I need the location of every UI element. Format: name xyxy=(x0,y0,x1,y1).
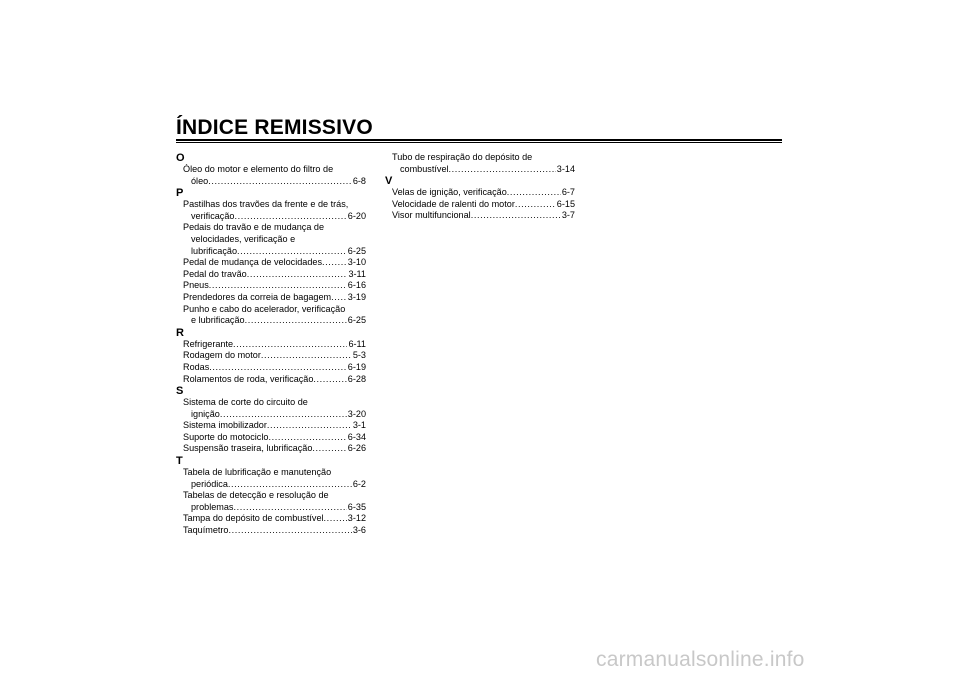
dot-leader xyxy=(245,315,347,327)
index-entry-line xyxy=(183,420,366,432)
page-reference: 6-7 xyxy=(561,187,575,198)
index-entry-text: Rodagem do motor xyxy=(183,350,261,361)
index-entry-line xyxy=(183,479,366,491)
page-reference: 3-10 xyxy=(347,257,366,268)
page-reference: 6-25 xyxy=(347,245,366,256)
dot-leader xyxy=(229,525,352,537)
dot-leader xyxy=(471,210,561,222)
index-entry-text: problemas xyxy=(191,501,234,512)
index-entry-line xyxy=(183,525,366,537)
index-entry-text: Prendedores da correia de bagagem xyxy=(183,291,332,302)
index-entry-line xyxy=(183,350,366,362)
index-entry xyxy=(183,269,366,281)
index-entry-text: Velas de ignição, verificação xyxy=(392,187,507,198)
index-entry-text: Sistema imobilizador xyxy=(183,420,267,431)
page-reference: 6-26 xyxy=(347,443,366,454)
page-reference: 3-20 xyxy=(347,408,366,419)
index-entry xyxy=(183,443,366,455)
dot-leader xyxy=(322,257,347,269)
index-entry-line xyxy=(183,339,366,351)
index-entry xyxy=(183,304,366,327)
index-entry xyxy=(183,374,366,386)
page-reference: 6-35 xyxy=(347,501,366,512)
index-entry xyxy=(392,210,575,222)
page-title: ÍNDICE REMISSIVO xyxy=(176,116,373,139)
dot-leader xyxy=(313,374,346,386)
index-letter: T xyxy=(176,455,183,468)
index-entry-text: Sistema de corte do circuito de xyxy=(183,397,308,408)
index-entry xyxy=(183,525,366,537)
index-entry-text: Rolamentos de roda, verificação xyxy=(183,373,314,384)
page-reference: 3-14 xyxy=(556,163,575,174)
index-entry-text: Tabelas de detecção e resolução de xyxy=(183,490,329,501)
index-entry-text: Pastilhas dos travões da frente e de trás, xyxy=(183,199,349,210)
index-entry-text: periódica xyxy=(191,478,228,489)
index-entry-text: verificação xyxy=(191,210,235,221)
dot-leader xyxy=(220,409,347,421)
page-reference: 6-28 xyxy=(347,373,366,384)
index-entry-line xyxy=(183,432,366,444)
index-entry-text: Pedal do travão xyxy=(183,268,247,279)
index-entry-line xyxy=(392,210,575,222)
index-entry-text: Pneus xyxy=(183,280,209,291)
index-entry-text: Pedal de mudança de velocidades xyxy=(183,257,323,268)
index-letter: P xyxy=(176,187,184,200)
index-letter: V xyxy=(385,175,393,188)
dot-leader xyxy=(228,479,352,491)
dot-leader xyxy=(209,362,347,374)
page-reference: 3-12 xyxy=(347,513,366,524)
dot-leader xyxy=(247,269,348,281)
watermark: carmanualsonline.info xyxy=(596,648,805,671)
index-entry-line xyxy=(183,374,366,386)
index-column-right xyxy=(385,152,575,222)
index-entry-text: ignição xyxy=(191,408,220,419)
index-entry xyxy=(183,164,366,187)
index-entry xyxy=(183,257,366,269)
index-entry-line xyxy=(183,443,366,455)
index-letter: R xyxy=(176,326,184,339)
index-entry-text: Suporte do motociclo xyxy=(183,431,269,442)
page-reference: 6-19 xyxy=(347,361,366,372)
index-entry-line xyxy=(392,199,575,211)
index-entry-text: velocidades, verificação e xyxy=(191,233,296,244)
index-entry-line xyxy=(183,280,366,292)
page-reference: 3-19 xyxy=(347,291,366,302)
index-entry-line xyxy=(183,246,366,258)
index-entry xyxy=(183,350,366,362)
page-reference: 6-8 xyxy=(352,175,366,186)
index-letter: O xyxy=(176,152,185,164)
index-entry-line xyxy=(183,176,366,188)
dot-leader xyxy=(233,339,347,351)
dot-leader xyxy=(208,176,352,188)
index-entry xyxy=(183,397,366,420)
dot-leader xyxy=(515,199,556,211)
index-entry-line xyxy=(392,164,575,176)
index-entry-text: Óleo do motor e elemento do filtro de xyxy=(183,164,334,174)
index-entry-text: Visor multifuncional xyxy=(392,210,471,221)
page-reference: 5-3 xyxy=(352,350,366,361)
index-letter: S xyxy=(176,385,184,398)
index-entry xyxy=(183,362,366,374)
page-reference: 3-11 xyxy=(348,268,366,279)
index-entry-line xyxy=(183,513,366,525)
page-reference: 6-16 xyxy=(347,280,366,291)
dot-leader xyxy=(331,292,347,304)
index-entry-text: Velocidade de ralenti do motor xyxy=(392,198,515,209)
page-reference: 6-15 xyxy=(556,198,575,209)
index-entry-text: combustível xyxy=(400,163,449,174)
dot-leader xyxy=(324,513,347,525)
index-entry xyxy=(183,432,366,444)
index-entry-line xyxy=(183,315,366,327)
dot-leader xyxy=(209,280,347,292)
dot-leader xyxy=(507,187,561,199)
index-entry-text: óleo xyxy=(191,175,209,186)
index-entry xyxy=(183,420,366,432)
index-entry-line xyxy=(183,269,366,281)
index-entry xyxy=(183,339,366,351)
dot-leader xyxy=(312,443,346,455)
index-entry xyxy=(183,490,366,513)
index-entry xyxy=(392,152,575,175)
index-entry-text: Tabela de lubrificação e manutenção xyxy=(183,467,332,478)
page-reference: 6-11 xyxy=(348,338,366,349)
index-entry-line xyxy=(183,362,366,374)
index-entry-text: e lubrificação xyxy=(191,315,245,326)
index-entry-line xyxy=(392,187,575,199)
page-reference: 3-6 xyxy=(352,525,366,536)
index-entry-text: Pedais do travão e de mudança de xyxy=(183,222,325,233)
index-entry-text: Suspensão traseira, lubrificação xyxy=(183,443,313,454)
index-entry-line xyxy=(183,292,366,304)
index-entry xyxy=(183,222,366,257)
page-reference: 3-1 xyxy=(352,420,366,431)
page-reference: 3-7 xyxy=(561,210,575,221)
index-entry-line xyxy=(183,257,366,269)
index-entry-text: Tampa do depósito de combustível xyxy=(183,513,324,524)
dot-leader xyxy=(237,246,347,258)
index-entry xyxy=(183,513,366,525)
index-entry-text: lubrificação xyxy=(191,245,237,256)
index-entry xyxy=(392,187,575,199)
index-entry-line xyxy=(183,211,366,223)
page-reference: 6-2 xyxy=(352,478,366,489)
index-entry xyxy=(392,199,575,211)
page-reference: 6-20 xyxy=(347,210,366,221)
index-entry xyxy=(183,199,366,222)
index-entry xyxy=(183,467,366,490)
dot-leader xyxy=(267,420,352,432)
index-entry-text: Punho e cabo do acelerador, verificação xyxy=(183,303,346,314)
index-entry-text: Rodas xyxy=(183,361,210,372)
dot-leader xyxy=(233,502,346,514)
index-entry-line xyxy=(183,502,366,514)
index-entry xyxy=(183,292,366,304)
page-reference: 6-34 xyxy=(347,431,366,442)
dot-leader xyxy=(268,432,346,444)
index-column-left xyxy=(176,152,366,537)
index-entry-text: Refrigerante xyxy=(183,338,234,349)
index-entry-line xyxy=(183,409,366,421)
index-entry-text: Taquímetro xyxy=(183,525,229,536)
dot-leader xyxy=(234,211,346,223)
dot-leader xyxy=(449,164,556,176)
index-entry-text: Tubo de respiração do depósito de xyxy=(392,152,533,162)
page-reference: 6-25 xyxy=(347,315,366,326)
title-rule xyxy=(176,139,782,143)
dot-leader xyxy=(261,350,352,362)
index-entry xyxy=(183,280,366,292)
